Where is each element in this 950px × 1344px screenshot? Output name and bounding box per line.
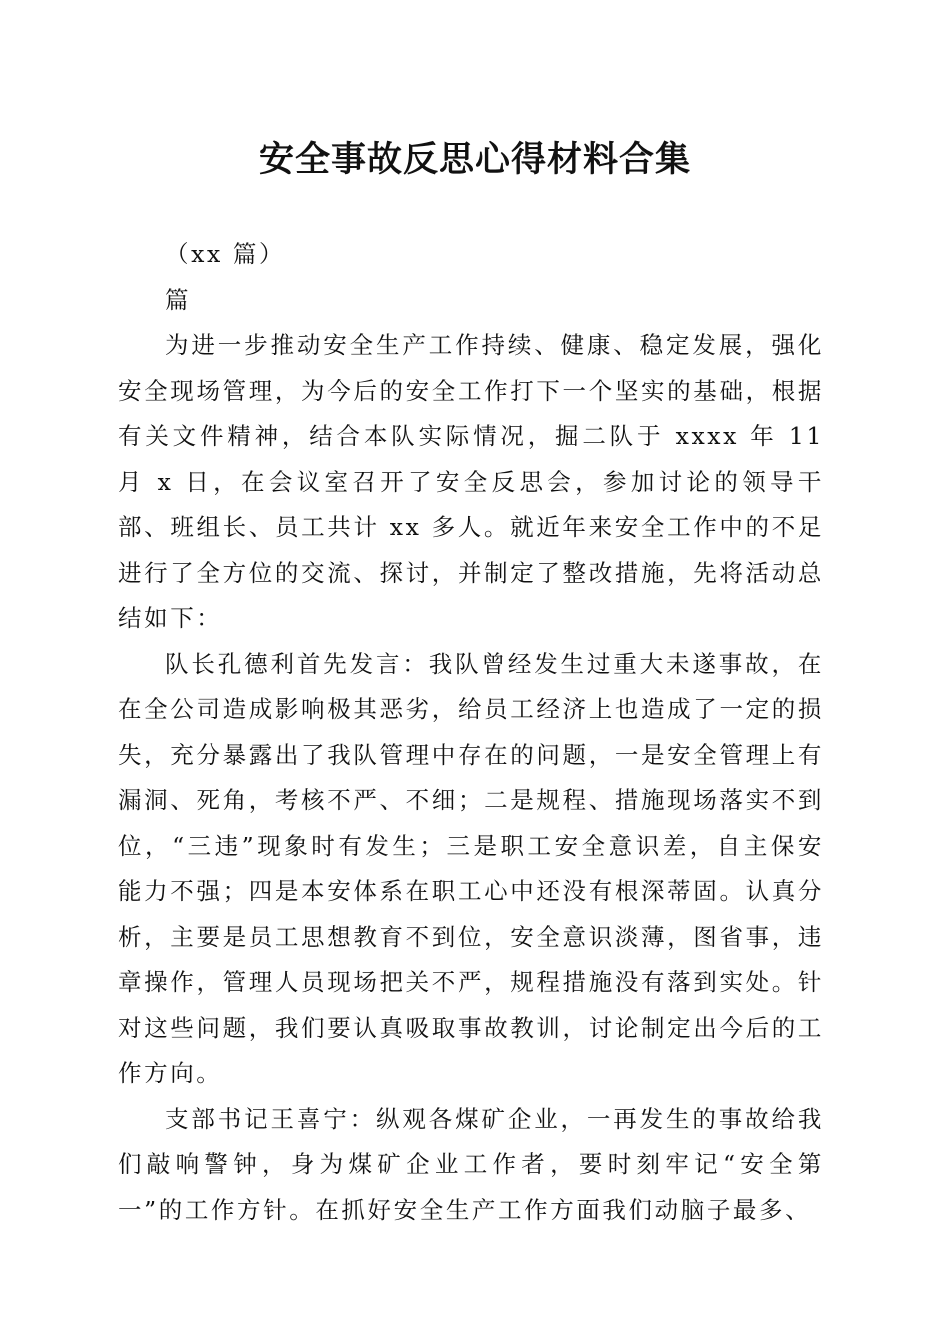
section-label: 篇 — [165, 285, 192, 314]
paragraph-party-secretary: 支部书记王喜宁：纵观各煤矿企业，一再发生的事故给我们敲响警钟，身为煤矿企业工作者，要时刻牢记“安全第一”的工作方针。在抓好安全生产工作方面我们动脑子最多、 — [118, 1104, 824, 1224]
document-title: 安全事故反思心得材料合集 — [258, 139, 691, 180]
paragraph-intro: 为进一步推动安全生产工作持续、健康、稳定发展，强化安全现场管理，为今后的安全工作打下一个坚实的基础，根据有关文件精神，结合本队实际情况，掘二队于 xxxx 年 11 月 x 日，在会议室召开了安全反思会，参加讨论的领导干部、班组长、员工共计 xx 多人。就近年来安全工作中的不足进行了全方位的交流、探讨，并制定了整改措施，先将活动总结如下： — [118, 331, 824, 632]
document-body — [118, 232, 824, 1233]
subtitle-line: （xx 篇） — [165, 240, 286, 268]
paragraph-team-leader: 队长孔德利首先发言：我队曾经发生过重大未遂事故，在在全公司造成影响极其恶劣，给员工经济上也造成了一定的损失，充分暴露出了我队管理中存在的问题，一是安全管理上有漏洞、死角，考核不严、不细；二是规程、措施现场落实不到位，“三违”现象时有发生；三是职工安全意识差，自主保安能力不强；四是本安体系在职工心中还没有根深蒂固。认真分析，主要是员工思想教育不到位，安全意识淡薄，图省事，违章操作，管理人员现场把关不严，规程措施没有落到实处。针对这些问题，我们要认真吸取事故教训，讨论制定出今后的工作方向。 — [118, 649, 824, 1087]
